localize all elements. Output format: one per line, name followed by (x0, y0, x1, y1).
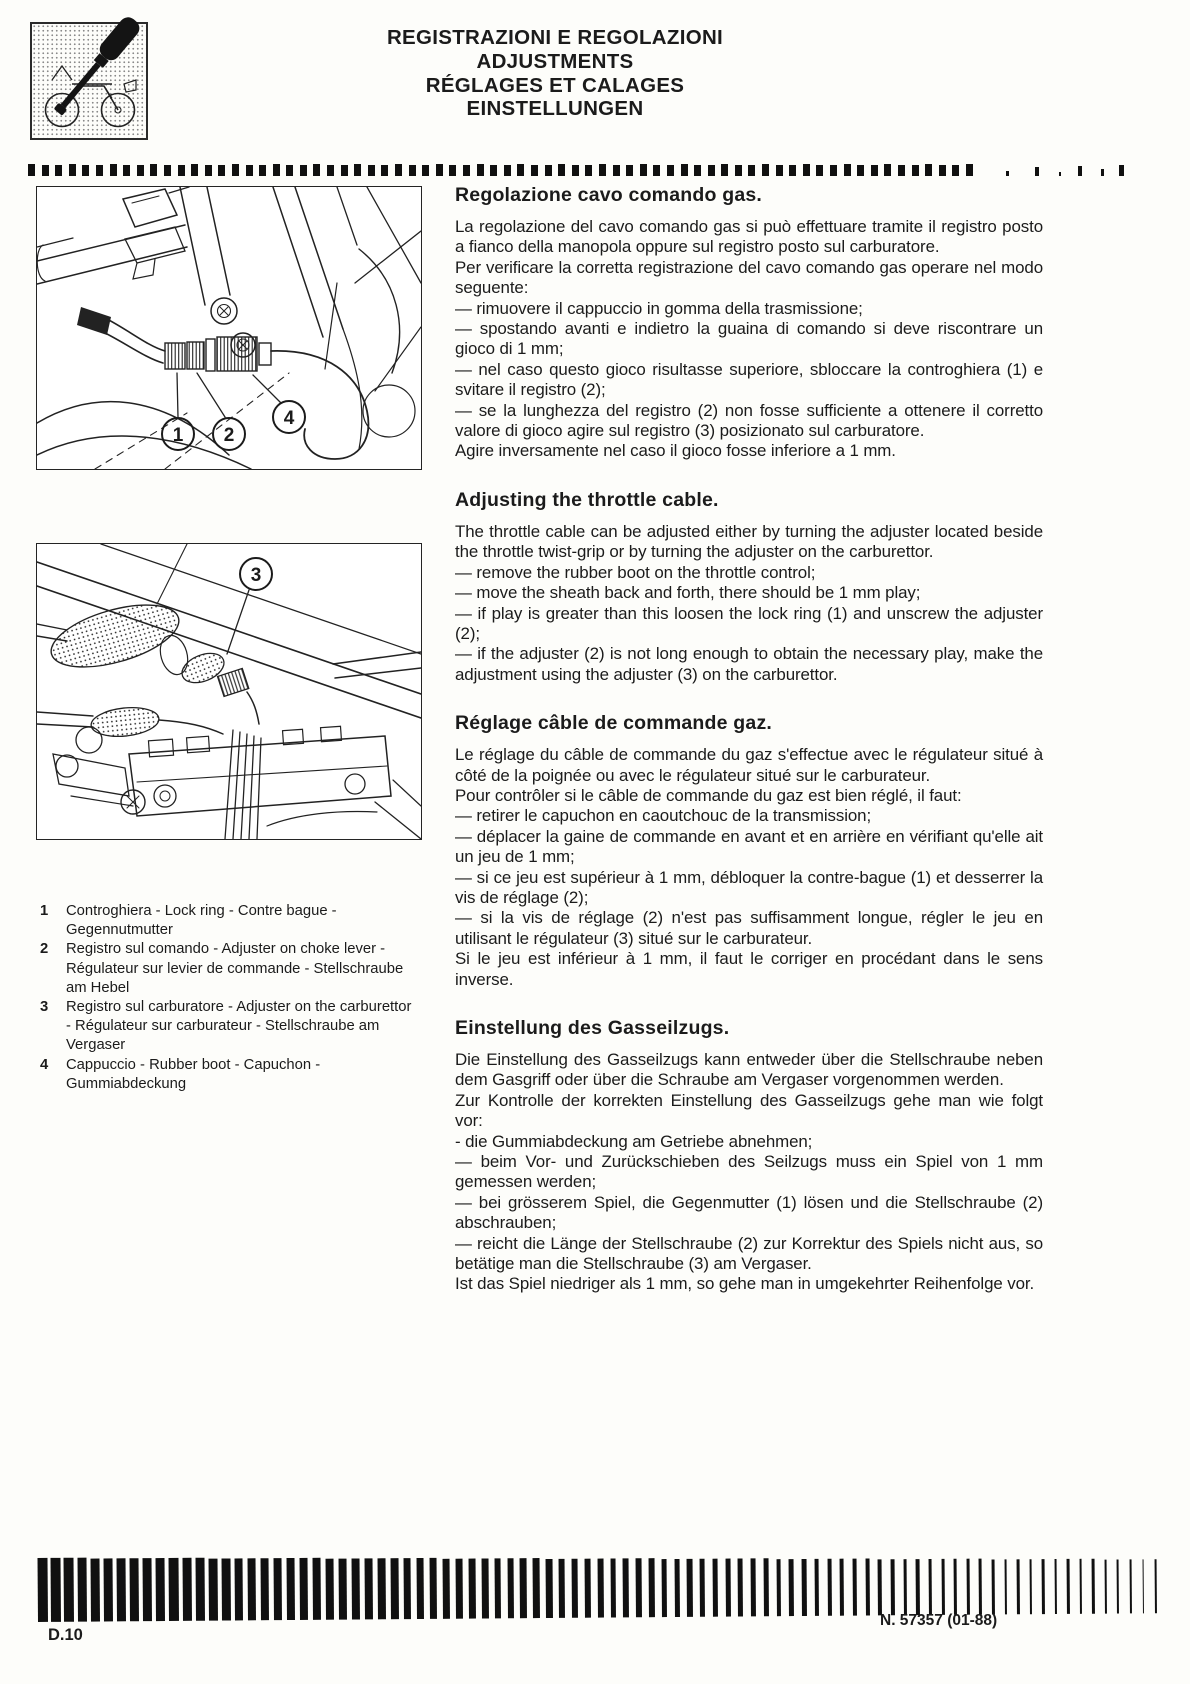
paragraph: — bei grösserem Spiel, die Gegenmutter (1) lösen und die Stellschraube (2) abschrauben; (455, 1192, 1043, 1233)
legend-item (40, 940, 420, 998)
figure-legend (40, 902, 420, 1094)
section-german (455, 1017, 1043, 1295)
paragraph: Per verificare la corretta registrazione del cavo comando gas operare nel modo seguente: (455, 257, 1043, 298)
paragraph: Agire inversamente nel caso il gioco fosse inferiore a 1 mm. (455, 441, 896, 461)
callout-3: 3 (250, 565, 262, 586)
legend-item-number: 1 (40, 903, 49, 919)
paragraph: Le réglage du câble de commande du gaz s'effectue avec le régulateur situé à côté de la poignée ou avec le régulateur situé sur le carburateur. (455, 745, 1043, 785)
legend-item-number: 3 (40, 999, 49, 1016)
section-italian (455, 184, 1043, 462)
paragraph: — nel caso questo gioco risultasse superiore, sbloccare la controghiera (1) e svitare il registro (2); (455, 359, 1043, 400)
paragraph: Pour contrôler si le câble de commande du gaz est bien réglé, il faut: (455, 785, 962, 805)
paragraph: — si la vis de réglage (2) n'est pas suffisamment longue, régler le jeu en utilisant le régulateur (3) situé sur le carburateur. (455, 908, 1043, 948)
paragraph: — beim Vor- und Zurückschieben des Seilzugs muss ein Spiel von 1 mm gemessen werden; (455, 1152, 1043, 1192)
paragraph: Die Einstellung des Gasseilzugs kann entweder über die Stellschraube neben dem Gasgriff oder über die Schraube am Vergaser vorgenommen werden. (455, 1050, 1043, 1090)
paragraph: — spostando avanti e indietro la guaina di comando si deve riscontrare un gioco di 1 mm; (455, 319, 1043, 359)
paragraph: Si le jeu est inférieur à 1 mm, il faut le corriger en procédant dans le sens inverse. (455, 949, 1043, 989)
legend-item-number: 4 (40, 1056, 49, 1073)
text-column (455, 184, 1043, 1295)
document-number: N. 57357 (01-88) (880, 1612, 998, 1629)
section-heading-english: Adjusting the throttle cable. (455, 488, 719, 511)
legend-item (40, 998, 420, 1056)
legend-item-number: 2 (40, 941, 49, 958)
legend-item (40, 902, 420, 940)
paragraph: — déplacer la gaine de commande en avant et en arrière en vérifiant qu'elle ait un jeu de 1 mm; (455, 826, 1043, 867)
paragraph: — move the sheath back and forth, there should be 1 mm play; (455, 583, 921, 603)
paragraph: — se la lunghezza del registro (2) non fosse sufficiente a ottenere il corretto valore di gioco agire sul registro (3) posizionato sul carburatore. (455, 400, 1043, 441)
paragraph: — if the adjuster (2) is not long enough to obtain the necessary play, make the adjustment using the adjuster (3) on the carburettor. (455, 644, 1043, 684)
legend-item-text: Cappuccio - Rubber boot - Capuchon - Gummiabdeckung (66, 1056, 321, 1092)
paragraph: — reicht die Länge der Stellschraube (2) zur Korrektur des Spiels nicht aus, so betätige man die Stellschraube (3) am Vergaser. (455, 1233, 1043, 1274)
separator-band-bottom (37, 1547, 1189, 1622)
legend-item-text: Controghiera - Lock ring - Contre bague - Gegennutmutter (66, 903, 337, 939)
callout-2: 2 (223, 425, 235, 446)
title-italian: REGISTRAZIONI E REGOLAZIONI (386, 26, 724, 49)
paragraph: — rimuovere il cappuccio in gomma della trasmissione; (455, 298, 863, 318)
section-heading-german: Einstellung des Gasseilzugs. (455, 1017, 730, 1039)
paragraph: — si ce jeu est supérieur à 1 mm, débloquer la contre-bague (1) et desserrer la vis de réglage (2); (455, 867, 1043, 907)
section-heading-french: Réglage câble de commande gaz. (455, 712, 773, 735)
separator-band-top (28, 162, 1168, 176)
paragraph: — retirer le capuchon en caoutchouc de la transmission; (455, 806, 872, 826)
callout-4: 4 (283, 408, 295, 429)
legend-item (40, 1056, 420, 1094)
paragraph: — if play is greater than this loosen the lock ring (1) and unscrew the adjuster (2); (455, 603, 1043, 643)
title-english: ADJUSTMENTS (476, 49, 634, 73)
legend-item-text: Registro sul carburatore - Adjuster on the carburettor - Régulateur sur carburateur - Stellschraube am Vergaser (66, 999, 412, 1054)
figure-throttle-adjuster (36, 186, 422, 470)
paragraph: The throttle cable can be adjusted either by turning the adjuster located beside the throttle twist-grip or by turning the adjuster on the carburettor. (455, 521, 1043, 562)
paragraph: - die Gummiabdeckung am Getriebe abnehmen; (455, 1131, 813, 1151)
page-title (330, 26, 780, 121)
page-number: D.10 (48, 1626, 83, 1644)
section-french (455, 712, 1043, 990)
paragraph: — remove the rubber boot on the throttle control; (455, 562, 816, 582)
section-english (455, 489, 1043, 685)
chapter-icon-box (30, 22, 148, 140)
screwdriver-icon (50, 14, 143, 119)
motorcycle-icon (28, 6, 154, 142)
callout-1: 1 (172, 425, 184, 446)
paragraph: Zur Kontrolle der korrekten Einstellung des Gasseilzugs gehe man wie folgt vor: (455, 1090, 1043, 1131)
title-french: RÉGLAGES ET CALAGES (425, 73, 685, 97)
legend-item-text: Registro sul comando - Adjuster on choke lever - Régulateur sur levier de commande - Stellschraube am Hebel (66, 941, 404, 996)
paragraph: Ist das Spiel niedriger als 1 mm, so gehe man in umgekehrter Reihenfolge vor. (455, 1274, 1035, 1294)
figure-carburettor-adjuster (36, 543, 422, 840)
paragraph: La regolazione del cavo comando gas si può effettuare tramite il registro posto a fianco della manopola oppure sul registro posto sul carburatore. (455, 217, 1043, 257)
title-german: EINSTELLUNGEN (466, 97, 644, 121)
section-heading-italian: Regolazione cavo comando gas. (455, 184, 763, 206)
